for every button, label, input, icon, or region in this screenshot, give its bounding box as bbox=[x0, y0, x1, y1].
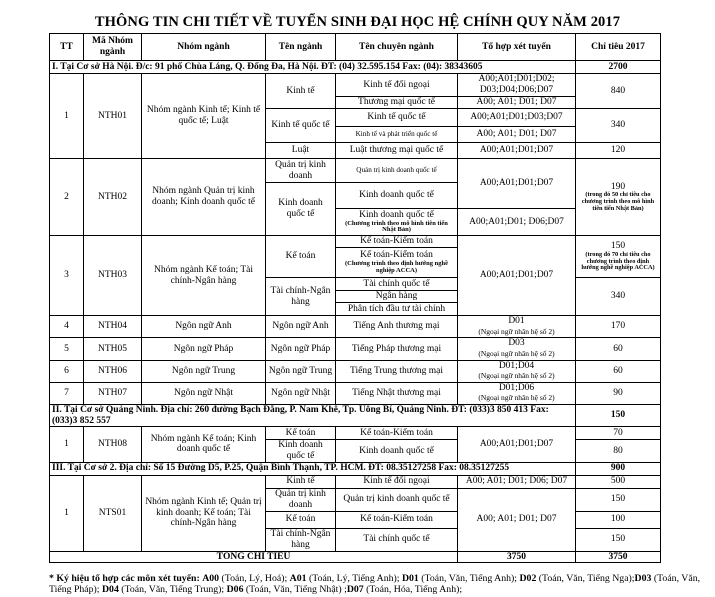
group-name: Ngôn ngữ Anh bbox=[142, 316, 266, 338]
subject-combo bbox=[458, 338, 576, 360]
specialization-label: Kế toán-Kiểm toán bbox=[360, 250, 433, 261]
row-tt: 6 bbox=[50, 360, 84, 382]
combo-value: D01;D04 bbox=[498, 360, 535, 371]
specialization: Tài chính quốc tế bbox=[336, 528, 458, 551]
specialization: Kinh doanh quốc tế bbox=[336, 183, 458, 209]
section-row bbox=[50, 462, 661, 475]
specialization: Tiếng Pháp thương mại bbox=[336, 338, 458, 360]
row-tt: 4 bbox=[50, 316, 84, 338]
specialization: Tiếng Nhật thương mại bbox=[336, 382, 458, 404]
total-row bbox=[50, 551, 661, 563]
section-label: II. Tại Cơ sở Quảng Ninh. Địa chỉ: 260 đường Bạch Đằng, P. Nam Khê, Tp. Uông Bí, Quảng Ninh. ĐT: (033)3 850 413 Fax: (033)3 852 557 bbox=[50, 405, 576, 427]
table-row bbox=[50, 360, 661, 382]
code-d02: D02 bbox=[519, 573, 537, 584]
table-row bbox=[50, 316, 661, 338]
row-tt: 5 bbox=[50, 338, 84, 360]
quota: 60 bbox=[576, 360, 661, 382]
specialization: Luật thương mại quốc tế bbox=[336, 143, 458, 159]
header-group: Nhóm ngành bbox=[142, 34, 266, 61]
group-name: Nhóm ngành Kế toán; Kinh doanh quốc tế bbox=[142, 427, 266, 462]
specialization: Kinh tế quốc tế bbox=[336, 109, 458, 127]
quota: 340 bbox=[576, 278, 661, 316]
specialization: Tiếng Anh thương mại bbox=[336, 316, 458, 338]
code-a00: A00 bbox=[202, 573, 220, 584]
group-code: NTS01 bbox=[84, 475, 142, 551]
total-label: TỔNG CHỈ TIÊU bbox=[50, 551, 458, 563]
row-tt: 7 bbox=[50, 382, 84, 404]
quota: 150 bbox=[576, 528, 661, 551]
total-value: 3750 bbox=[458, 551, 576, 563]
group-code: NTH02 bbox=[84, 159, 142, 236]
quota-note: (trong đó 50 chỉ tiêu cho chương trình theo mô hình tiên tiến Nhật Bản) bbox=[581, 191, 655, 212]
subject-combo bbox=[458, 316, 576, 338]
table-row bbox=[50, 382, 661, 404]
subject-combo bbox=[458, 382, 576, 404]
quota: 150 bbox=[576, 488, 661, 511]
subject-combo: A00;A01;D01;D07 bbox=[458, 427, 576, 462]
group-name: Ngôn ngữ Nhật bbox=[142, 382, 266, 404]
specialization-note: (Chương trình theo mô hình tiên tiến Nhật Bản) bbox=[345, 219, 448, 234]
major-name: Ngôn ngữ Nhật bbox=[266, 382, 336, 404]
subject-combo: A00; A01; D01; D06; D07 bbox=[458, 475, 576, 488]
header-quota: Chỉ tiêu 2017 bbox=[576, 34, 661, 61]
code-a00-desc: (Toán, Lý, Hoá); bbox=[219, 573, 290, 584]
row-tt: 1 bbox=[50, 427, 84, 462]
subject-combo: A00;A01;D01;D07 bbox=[458, 143, 576, 159]
subject-combo: A00; A01; D01; D07 bbox=[458, 488, 576, 551]
total-quota: 3750 bbox=[576, 551, 661, 563]
specialization bbox=[336, 248, 458, 278]
specialization: Thương mại quốc tế bbox=[336, 97, 458, 109]
combo-note: (Ngoại ngữ nhân hệ số 2) bbox=[478, 371, 555, 381]
specialization: Quản trị kinh doanh quốc tế bbox=[336, 488, 458, 511]
subject-combo: A00;A01;D01;D07 bbox=[458, 236, 576, 316]
specialization bbox=[336, 209, 458, 236]
specialization: Kinh tế đối ngoại bbox=[336, 74, 458, 97]
specialization: Tài chính quốc tế bbox=[336, 278, 458, 291]
code-d06: D06 bbox=[226, 583, 244, 595]
combo-value: D01 bbox=[508, 316, 525, 326]
row-tt: 1 bbox=[50, 475, 84, 551]
group-name: Ngôn ngữ Trung bbox=[142, 360, 266, 382]
group-name: Nhóm ngành Quản trị kinh doanh; Kinh doanh quốc tế bbox=[142, 159, 266, 236]
major-name: Kinh tế bbox=[266, 74, 336, 109]
table-row bbox=[50, 236, 661, 248]
combo-note: (Ngoại ngữ nhân hệ số 2) bbox=[478, 326, 555, 336]
quota: 340 bbox=[576, 109, 661, 143]
quota: 120 bbox=[576, 143, 661, 159]
code-d04-desc: (Toán, Văn, Tiếng Trung); bbox=[118, 583, 227, 595]
table-row bbox=[50, 427, 661, 440]
page-title: THÔNG TIN CHI TIẾT VỀ TUYỂN SINH ĐẠI HỌC HỆ CHÍNH QUY NĂM 2017 bbox=[94, 14, 621, 30]
section-quota: 2700 bbox=[576, 61, 661, 74]
specialization: Kế toán-Kiểm toán bbox=[336, 511, 458, 528]
specialization-note: (Chương trình theo định hướng nghề nghiệp ACCA) bbox=[345, 260, 448, 274]
major-name: Kế toán bbox=[266, 236, 336, 278]
major-name: Ngôn ngữ Trung bbox=[266, 360, 336, 382]
group-name: Nhóm ngành Kinh tế; Quản trị kinh doanh; Kế toán; Tài chính-Ngân hàng bbox=[142, 475, 266, 551]
specialization: Phân tích đầu tư tài chính bbox=[336, 303, 458, 316]
group-code: NTH08 bbox=[84, 427, 142, 462]
group-name: Nhóm ngành Kinh tế; Kinh tế quốc tế; Luật bbox=[142, 74, 266, 159]
major-name: Quản trị kinh doanh bbox=[266, 488, 336, 511]
group-code: NTH01 bbox=[84, 74, 142, 159]
code-d04: D04 bbox=[101, 583, 119, 595]
combo-value: D01;D06 bbox=[498, 382, 535, 393]
code-d03-desc: (Toán, Văn, Tiếng Pháp); bbox=[49, 573, 701, 595]
major-name: Tài chính-Ngân hàng bbox=[266, 278, 336, 316]
section-row bbox=[50, 405, 661, 427]
code-d03: D03 bbox=[634, 573, 652, 584]
subject-combo: A00;A01;D01;D02; D03;D04;D06;D07 bbox=[458, 74, 576, 97]
header-row bbox=[50, 34, 661, 61]
quota: 170 bbox=[576, 316, 661, 338]
major-name: Ngôn ngữ Pháp bbox=[266, 338, 336, 360]
header-specialization: Tên chuyên ngành bbox=[336, 34, 458, 61]
subject-combo: A00; A01; D01; D07 bbox=[458, 97, 576, 109]
major-name: Ngôn ngữ Anh bbox=[266, 316, 336, 338]
quota-value: 190 bbox=[610, 181, 626, 192]
code-d01-desc: (Toán, Văn, Tiếng Anh); bbox=[418, 573, 520, 584]
major-name: Kinh doanh quốc tế bbox=[266, 440, 336, 462]
footnote bbox=[49, 574, 709, 596]
header-major: Tên ngành bbox=[266, 34, 336, 61]
quota-value: 150 bbox=[610, 241, 626, 252]
group-code: NTH05 bbox=[84, 338, 142, 360]
major-name: Kế toán bbox=[266, 427, 336, 440]
major-name: Kinh doanh quốc tế bbox=[266, 183, 336, 236]
specialization: Kế toán-Kiểm toán bbox=[336, 427, 458, 440]
code-d02-desc: (Toán, Văn, Tiếng Nga); bbox=[536, 573, 635, 584]
section-quota: 900 bbox=[576, 462, 661, 475]
header-subject-combo: Tổ hợp xét tuyển bbox=[458, 34, 576, 61]
major-name: Tài chính-Ngân hàng bbox=[266, 528, 336, 551]
major-name: Kinh tế bbox=[266, 475, 336, 488]
quota bbox=[576, 236, 661, 278]
section-quota: 150 bbox=[576, 405, 661, 427]
specialization: Kinh tế đối ngoại bbox=[336, 475, 458, 488]
group-name: Ngôn ngữ Pháp bbox=[142, 338, 266, 360]
table-row bbox=[50, 74, 661, 97]
quota-note: (trong đó 70 chỉ tiêu cho chương trình theo định hướng nghề nghiệp ACCA) bbox=[581, 250, 655, 272]
section-row bbox=[50, 61, 661, 74]
group-code: NTH04 bbox=[84, 316, 142, 338]
quota: 70 bbox=[576, 427, 661, 440]
code-a01: A01 bbox=[289, 573, 307, 584]
subject-combo: A00;A01;D01;D07 bbox=[458, 159, 576, 209]
code-d07: D07 bbox=[346, 583, 364, 595]
subject-combo: A00;A01;D01; D06;D07 bbox=[458, 209, 576, 236]
specialization: Tiếng Trung thương mại bbox=[336, 360, 458, 382]
section-label: III. Tại Cơ sở 2. Địa chỉ: Số 15 Đường D5, P.25, Quận Bình Thạnh, TP. HCM. ĐT: 08.35127258 Fax: 08.35127255 bbox=[50, 462, 576, 475]
specialization: Quản trị kinh doanh quốc tế bbox=[336, 159, 458, 183]
code-d07-desc: (Toán, Hóa, Tiếng Anh); bbox=[363, 583, 463, 595]
code-a01-desc: (Toán, Lý, Tiếng Anh); bbox=[306, 573, 402, 584]
specialization: Kinh doanh quốc tế bbox=[336, 440, 458, 462]
table-row bbox=[50, 475, 661, 488]
subject-combo: A00;A01;D01;D03;D07 bbox=[458, 109, 576, 127]
major-name: Quản trị kinh doanh bbox=[266, 159, 336, 183]
specialization: Kế toán-Kiểm toán bbox=[336, 236, 458, 248]
row-tt: 3 bbox=[50, 236, 84, 316]
major-name: Luật bbox=[266, 143, 336, 159]
group-name: Nhóm ngành Kế toán; Tài chính-Ngân hàng bbox=[142, 236, 266, 316]
specialization-label: Kinh doanh quốc tế bbox=[359, 209, 434, 220]
header-tt: TT bbox=[50, 34, 84, 61]
subject-combo bbox=[458, 360, 576, 382]
quota: 840 bbox=[576, 74, 661, 109]
major-name: Kế toán bbox=[266, 511, 336, 528]
specialization: Kinh tế và phát triển quốc tế bbox=[336, 127, 458, 143]
group-code: NTH07 bbox=[84, 382, 142, 404]
row-tt: 2 bbox=[50, 159, 84, 236]
admission-table bbox=[49, 33, 661, 563]
quota: 100 bbox=[576, 511, 661, 528]
subject-combo: A00; A01; D01; D07 bbox=[458, 127, 576, 143]
code-d01: D01 bbox=[401, 573, 419, 584]
header-group-code: Mã Nhóm ngành bbox=[84, 34, 142, 61]
quota: 90 bbox=[576, 382, 661, 404]
specialization: Ngân hàng bbox=[336, 291, 458, 303]
row-tt: 1 bbox=[50, 74, 84, 159]
group-code: NTH03 bbox=[84, 236, 142, 316]
quota: 60 bbox=[576, 338, 661, 360]
table-row bbox=[50, 159, 661, 183]
section-label: I. Tại Cơ sở Hà Nội. Đ/c: 91 phố Chùa Láng, Q. Đống Đa, Hà Nội. ĐT: (04) 32.595.154 Fax: (04): 38343605 bbox=[50, 61, 576, 74]
combo-note: (Ngoại ngữ nhân hệ số 2) bbox=[478, 393, 555, 403]
quota: 80 bbox=[576, 440, 661, 462]
code-d06-desc: (Toán, Văn, Tiếng Nhật) ; bbox=[243, 583, 347, 595]
group-code: NTH06 bbox=[84, 360, 142, 382]
combo-note: (Ngoại ngữ nhân hệ số 2) bbox=[478, 348, 555, 358]
major-name: Kinh tế quốc tế bbox=[266, 109, 336, 143]
quota bbox=[576, 159, 661, 236]
table-row bbox=[50, 338, 661, 360]
footnote-lead: * Ký hiệu tổ hợp các môn xét tuyển: bbox=[49, 573, 200, 584]
combo-value: D03 bbox=[508, 338, 525, 349]
quota: 500 bbox=[576, 475, 661, 488]
